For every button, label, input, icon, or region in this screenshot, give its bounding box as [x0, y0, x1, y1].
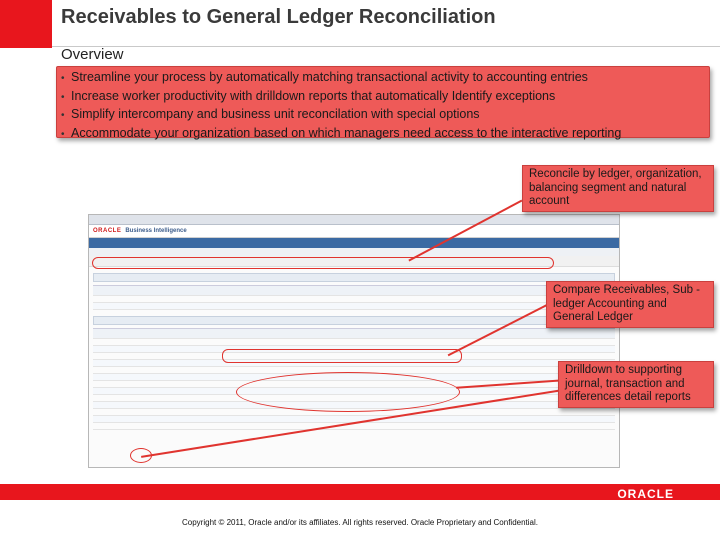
callout-compare: Compare Receivables, Sub -ledger Accounting and General Ledger [546, 281, 714, 328]
bullet-item [61, 106, 709, 125]
brand-red-bar [0, 0, 52, 48]
table-header-row [93, 286, 615, 296]
parameters-table [93, 285, 615, 310]
title-divider [52, 46, 720, 47]
columns-highlight [222, 349, 462, 363]
bullet-text: Streamline your process by automatically matching transactional activity to accounting entries [71, 70, 588, 84]
bullet-icon: • [61, 73, 65, 84]
bullet-item [61, 88, 709, 107]
oracle-logo: ORACLE [93, 228, 122, 234]
copyright-text: Copyright © 2011, Oracle and/or its affiliates. All rights reserved. Oracle Proprietary and Confidential. [182, 518, 538, 527]
bullet-text: Increase worker productivity with drilldown reports that automatically Identify exceptions [71, 88, 556, 103]
bullet-icon: • [61, 128, 65, 140]
app-name: Business Intelligence [125, 228, 187, 234]
footer-red-bar [0, 484, 720, 500]
bullet-text: Accommodate your organization based on which managers need access to the interactive reporting [71, 125, 622, 140]
report-section-header [93, 316, 615, 325]
embedded-bi-screenshot [88, 214, 620, 468]
app-header [89, 225, 619, 238]
slide-title: Receivables to General Ledger Reconciliation [61, 6, 496, 28]
table-row [93, 296, 615, 303]
table-row [93, 339, 615, 346]
bullet-text: Simplify intercompany and business unit reconcilation with special options [71, 107, 480, 121]
browser-tab-bar [89, 215, 619, 225]
dashboard-breadcrumb [89, 248, 619, 256]
bullet-item [61, 69, 709, 88]
prompt-row-highlight [92, 257, 554, 269]
overview-bullets-box [56, 66, 710, 138]
slide-subtitle: Overview [61, 46, 124, 63]
bullet-icon: • [61, 110, 65, 121]
callout-reconcile: Reconcile by ledger, organization, balancing segment and natural account [522, 165, 714, 212]
values-highlight [236, 372, 460, 412]
callout-drilldown: Drilldown to supporting journal, transaction and differences detail reports [558, 361, 714, 408]
app-nav-bar [89, 238, 619, 248]
bullet-icon: • [61, 91, 65, 103]
report-section-header [93, 273, 615, 282]
table-header-row [93, 329, 615, 339]
bullet-item [61, 125, 709, 144]
footer-oracle-logo: ORACLE [617, 487, 674, 501]
